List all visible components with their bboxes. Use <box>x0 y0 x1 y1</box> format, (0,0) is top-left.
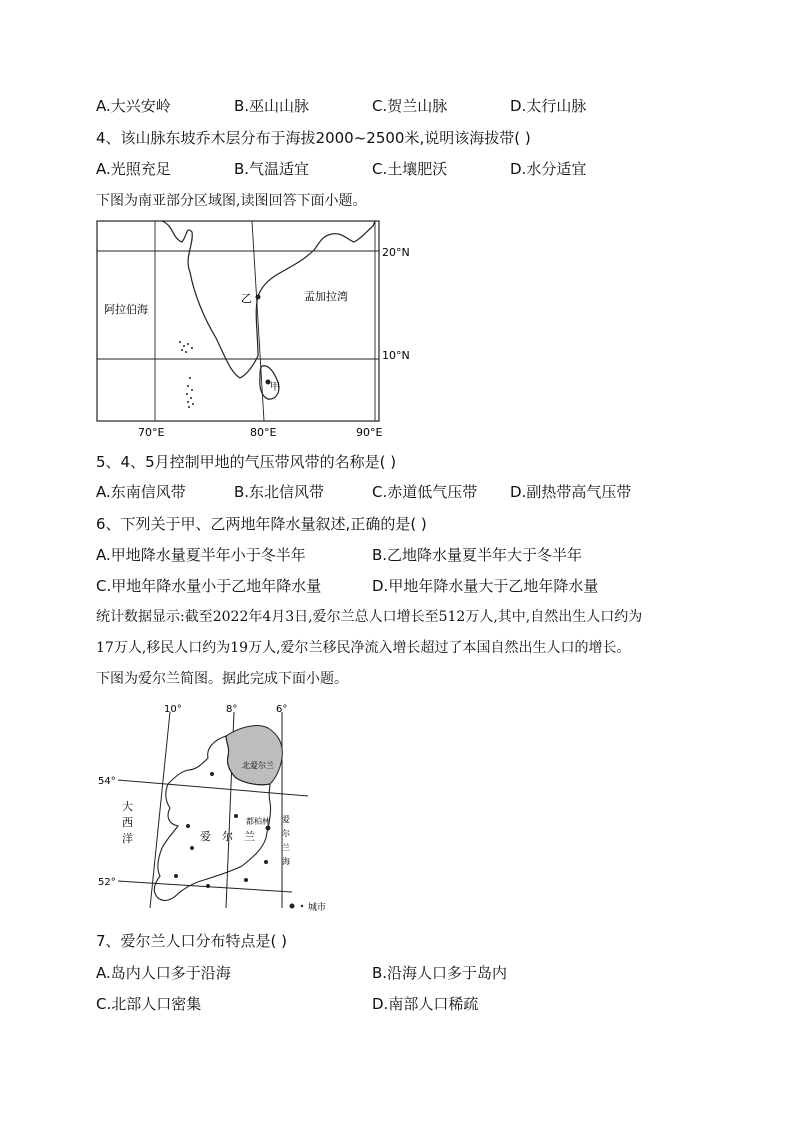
q3-option-c: C.贺兰山脉 <box>372 97 448 115</box>
lon-10-label: 10° <box>164 704 182 715</box>
lon-70e-label: 70°E <box>138 426 165 439</box>
q3-option-d: D.太行山脉 <box>510 97 587 115</box>
northern-ireland-label: 北爱尔兰 <box>242 761 274 770</box>
q3-option-b: B.巫山山脉 <box>234 97 310 115</box>
ocean-label-2: 西 <box>122 816 133 829</box>
lat-52-label: 52° <box>98 877 116 888</box>
irish-sea-label-2: 尔 <box>282 829 290 838</box>
irish-sea-label-3: 兰 <box>282 843 290 852</box>
point-jia-label: 甲 <box>270 382 280 393</box>
q7-option-a: A.岛内人口多于沿海 <box>96 964 231 982</box>
lon-8-label: 8° <box>226 704 238 715</box>
q4-option-c: C.土壤肥沃 <box>372 160 448 178</box>
q4-option-d: D.水分适宜 <box>510 160 587 178</box>
irish-sea-label-4: 海 <box>282 857 290 866</box>
lon-90e-label: 90°E <box>356 426 383 439</box>
country-label-2: 尔 <box>222 830 233 843</box>
q3-option-a: A.大兴安岭 <box>96 97 171 115</box>
irish-sea-label-1: 爱 <box>282 815 290 824</box>
passage-line-3: 下图为爱尔兰简图。据此完成下面小题。 <box>96 671 348 687</box>
ocean-label-3: 洋 <box>122 832 133 845</box>
legend-city-label: 城市 <box>308 903 327 913</box>
q4-stem: 4、该山脉东坡乔木层分布于海拔2000~2500米,说明该海拔带( ) <box>96 129 531 147</box>
q6-option-d: D.甲地年降水量大于乙地年降水量 <box>372 577 599 595</box>
country-label-3: 兰 <box>244 830 255 843</box>
q6-option-c: C.甲地年降水量小于乙地年降水量 <box>96 577 322 595</box>
q6-option-a: A.甲地降水量夏半年小于冬半年 <box>96 546 306 564</box>
point-yi-label: 乙 <box>241 292 252 305</box>
lat-54-label: 54° <box>98 776 116 787</box>
q4-option-a: A.光照充足 <box>96 160 171 178</box>
map1-intro: 下图为南亚部分区域图,读图回答下面小题。 <box>96 193 367 209</box>
ireland-map <box>96 698 346 920</box>
ocean-label-1: 大 <box>122 800 133 813</box>
q4-option-b: B.气温适宜 <box>234 160 310 178</box>
q7-option-d: D.南部人口稀疏 <box>372 995 479 1013</box>
lat-10n-label: 10°N <box>382 349 410 362</box>
lon-6-label: 6° <box>276 704 288 715</box>
lon-80e-label: 80°E <box>250 426 277 439</box>
q6-option-b: B.乙地降水量夏半年大于冬半年 <box>372 546 583 564</box>
dublin-label: 都柏林 <box>246 817 270 826</box>
q7-option-c: C.北部人口密集 <box>96 995 202 1013</box>
q5-option-c: C.赤道低气压带 <box>372 483 478 501</box>
passage-line-2: 17万人,移民人口约为19万人,爱尔兰移民净流入增长超过了本国自然出生人口的增长。 <box>96 640 631 656</box>
q5-stem: 5、4、5月控制甲地的气压带风带的名称是( ) <box>96 453 397 471</box>
q7-stem: 7、爱尔兰人口分布特点是( ) <box>96 932 288 950</box>
country-label-1: 爱 <box>200 830 211 843</box>
q7-option-b: B.沿海人口多于岛内 <box>372 964 508 982</box>
q5-option-a: A.东南信风带 <box>96 483 186 501</box>
south-asia-map <box>92 214 422 444</box>
lat-20n-label: 20°N <box>382 246 410 259</box>
bay-of-bengal-label: 孟加拉湾 <box>304 290 348 303</box>
passage-line-1: 统计数据显示:截至2022年4月3日,爱尔兰总人口增长至512万人,其中,自然出生人口约为 <box>96 609 643 625</box>
arabian-sea-label: 阿拉伯海 <box>104 303 148 316</box>
q5-option-b: B.东北信风带 <box>234 483 325 501</box>
q5-option-d: D.副热带高气压带 <box>510 483 632 501</box>
q6-stem: 6、下列关于甲、乙两地年降水量叙述,正确的是( ) <box>96 515 427 533</box>
